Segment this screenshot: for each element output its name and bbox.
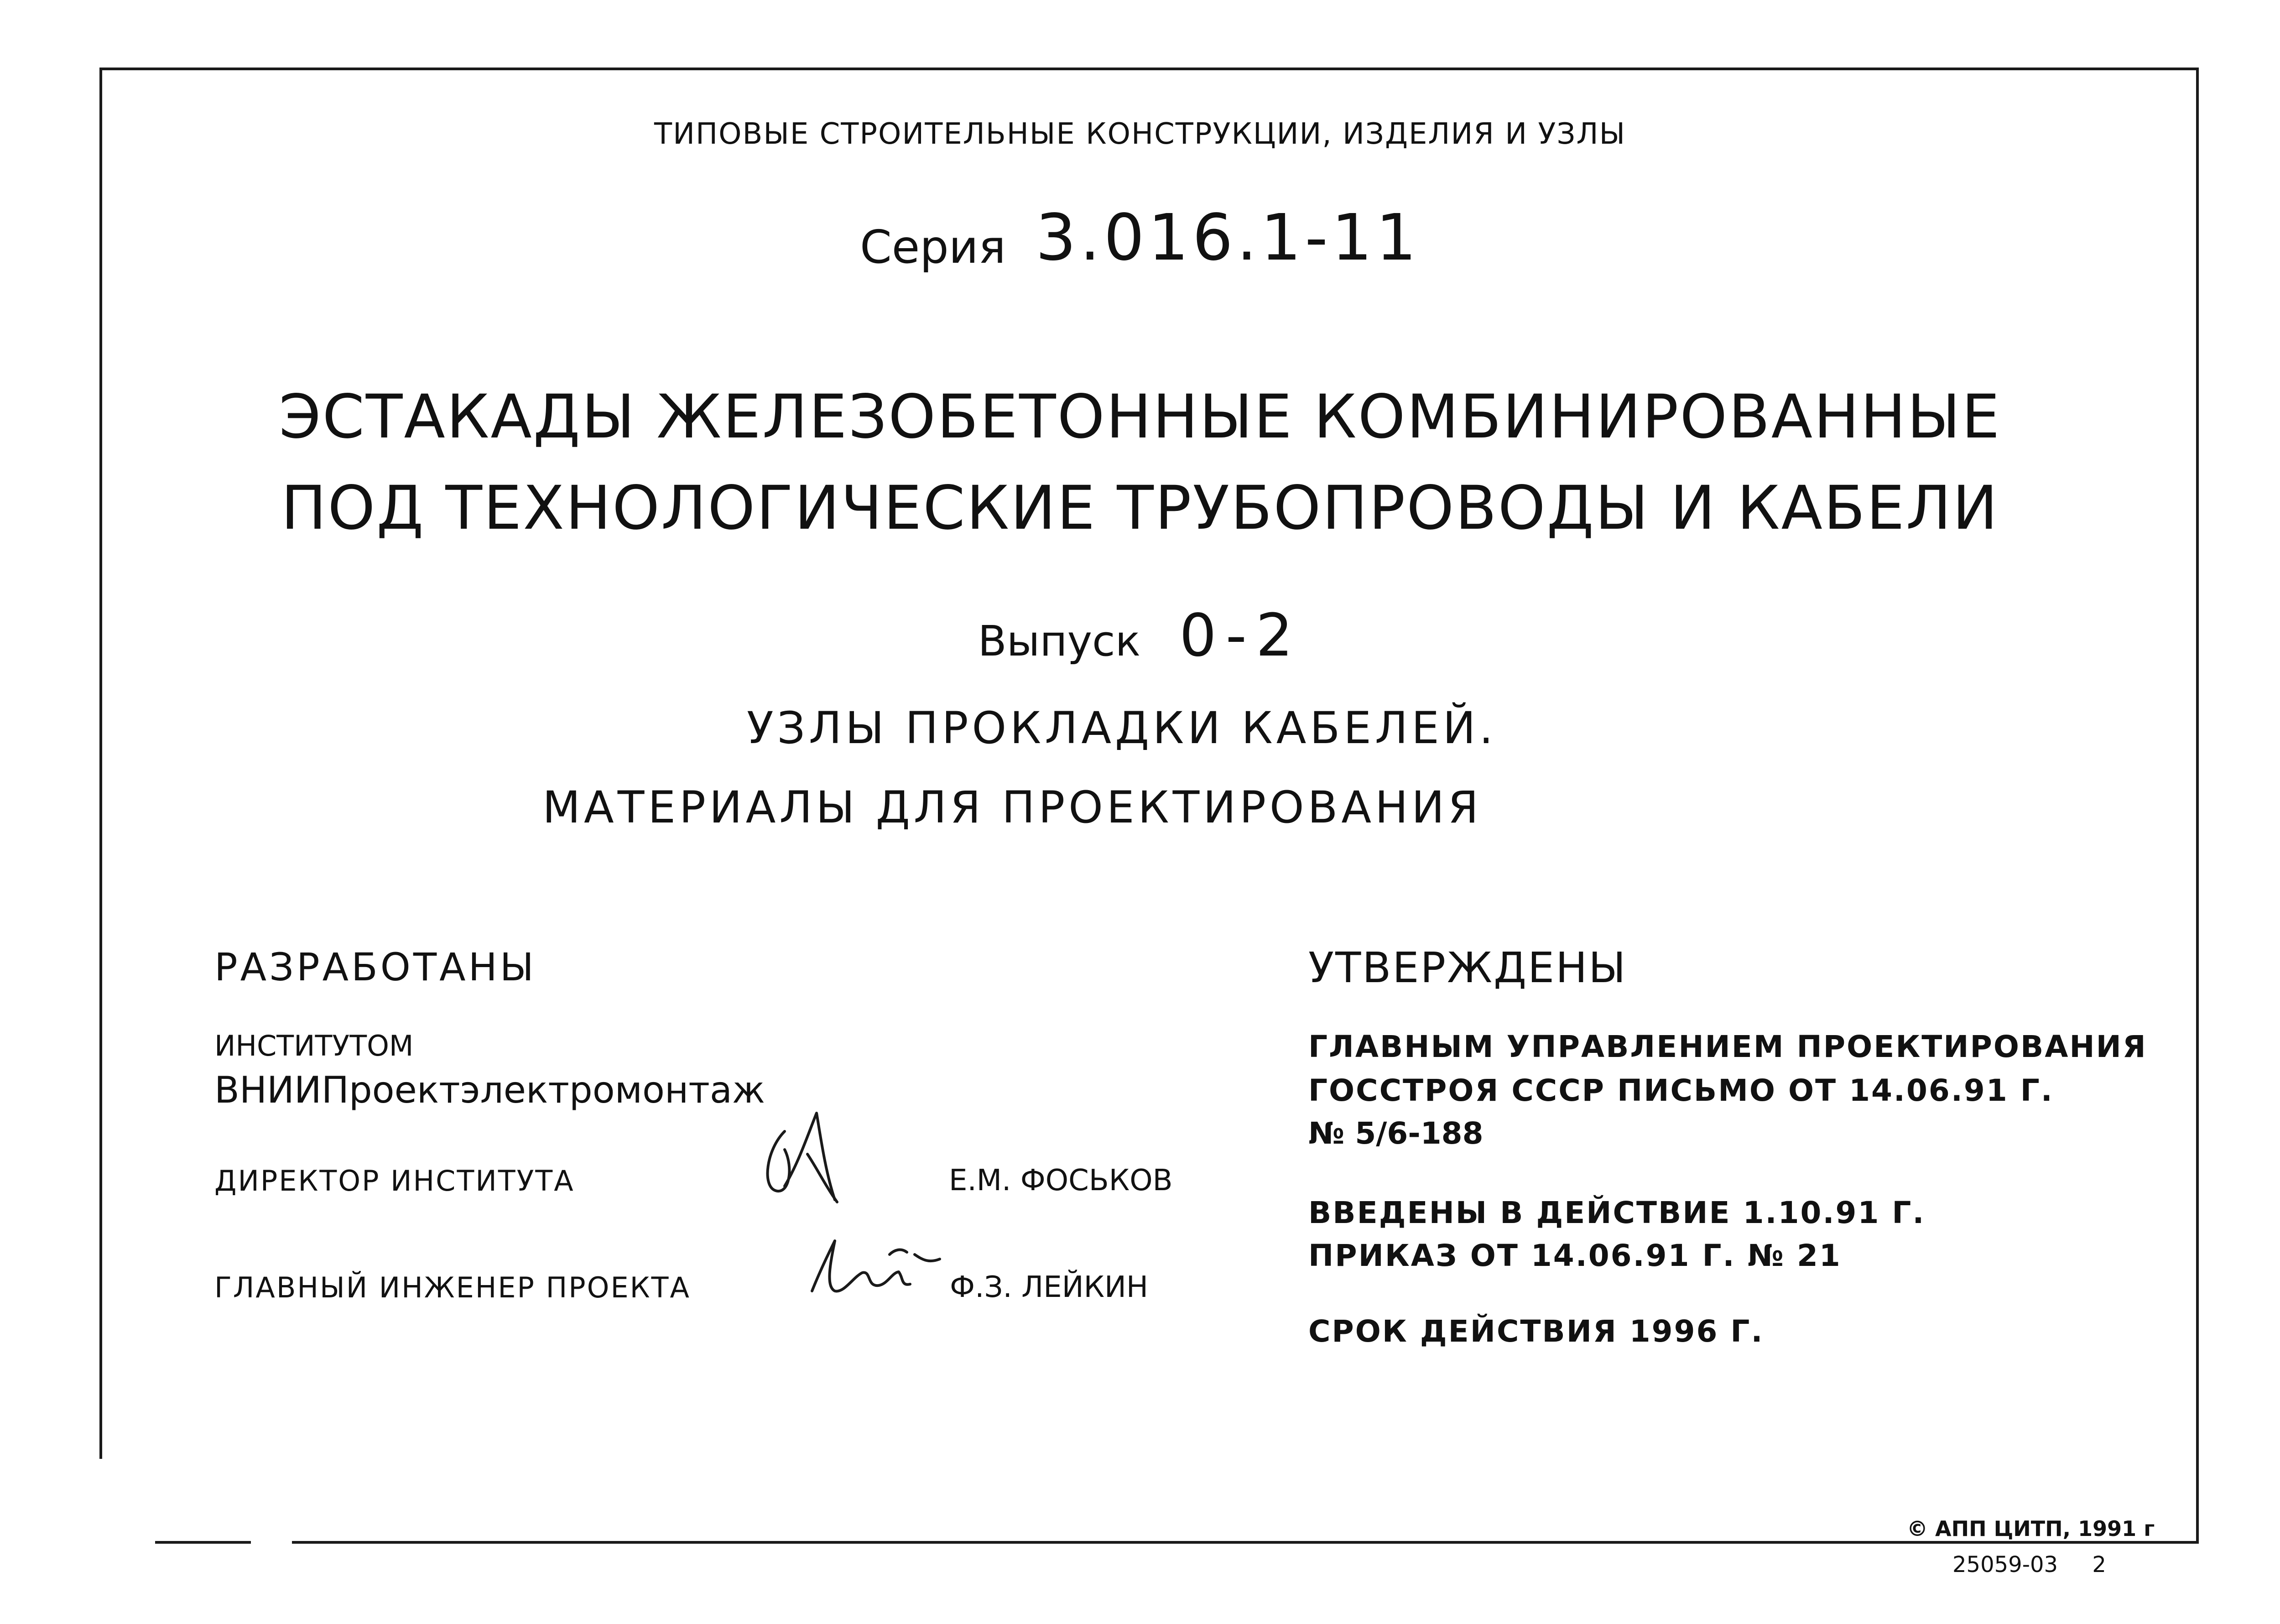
series-label: Серия [859,220,1006,274]
approved-heading: УТВЕРЖДЕНЫ [1308,943,1627,992]
approved-line4: ВВЕДЕНЫ В ДЕЙСТВИЕ 1.10.91 Г. [1308,1195,1926,1230]
frame-bottom-left [155,1541,251,1544]
document-title-line2: ПОД ТЕХНОЛОГИЧЕСКИЕ ТРУБОПРОВОДЫ И КАБЕЛИ [281,473,1999,543]
footer-code [1952,1554,2106,1576]
engineer-name: Ф.З. ЛЕЙКИН [950,1270,1149,1304]
series-caption: ТИПОВЫЕ СТРОИТЕЛЬНЫЕ КОНСТРУКЦИИ, ИЗДЕЛИЯ И УЗЛЫ [654,117,1626,151]
approved-line5: ПРИКАЗ ОТ 14.06.91 Г. № 21 [1308,1238,1842,1273]
director-signature [757,1095,867,1213]
document-title-line1: ЭСТАКАДЫ ЖЕЛЕЗОБЕТОННЫЕ КОМБИНИРОВАННЫЕ [279,382,2001,452]
issue-subtitle-line2: МАТЕРИАЛЫ ДЛЯ ПРОЕКТИРОВАНИЯ [542,782,1482,833]
engineer-signature [803,1227,953,1305]
issue-number: 0-2 [1179,602,1302,670]
footer-sheet-number: 2 [2092,1552,2106,1577]
approved-line6: СРОК ДЕЙСТВИЯ 1996 Г. [1308,1314,1764,1349]
footer-copyright: © АПП ЦИТП, 1991 г [1907,1516,2155,1541]
director-name: Е.М. ФОСЬКОВ [949,1164,1173,1197]
approved-line2: ГОССТРОЯ СССР ПИСЬМО ОТ 14.06.91 Г. [1308,1073,2054,1108]
issue-subtitle-line1: УЗЛЫ ПРОКЛАДКИ КАБЕЛЕЙ. [746,703,1497,754]
engineer-role: ГЛАВНЫЙ ИНЖЕНЕР ПРОЕКТА [214,1271,691,1304]
issue-line [0,602,2280,670]
issue-label: Выпуск [978,617,1141,666]
developed-heading: РАЗРАБОТАНЫ [214,945,536,989]
director-role: ДИРЕКТОР ИНСТИТУТА [214,1164,575,1197]
frame-left [99,68,102,1459]
approved-line1: ГЛАВНЫМ УПРАВЛЕНИЕМ ПРОЕКТИРОВАНИЯ [1308,1029,2147,1064]
developed-by-label: ИНСТИТУТОМ [214,1029,414,1062]
footer-code-number: 25059-03 [1952,1552,2058,1577]
frame-right [2196,68,2199,1541]
series-number: 3.016.1-11 [1036,201,1421,275]
frame-bottom [292,1541,2199,1544]
institute-name: ВНИИПроектэлектромонтаж [214,1069,765,1111]
series-line [0,201,2280,275]
frame-top [100,68,2199,70]
approved-line3: № 5/6-188 [1308,1116,1484,1151]
